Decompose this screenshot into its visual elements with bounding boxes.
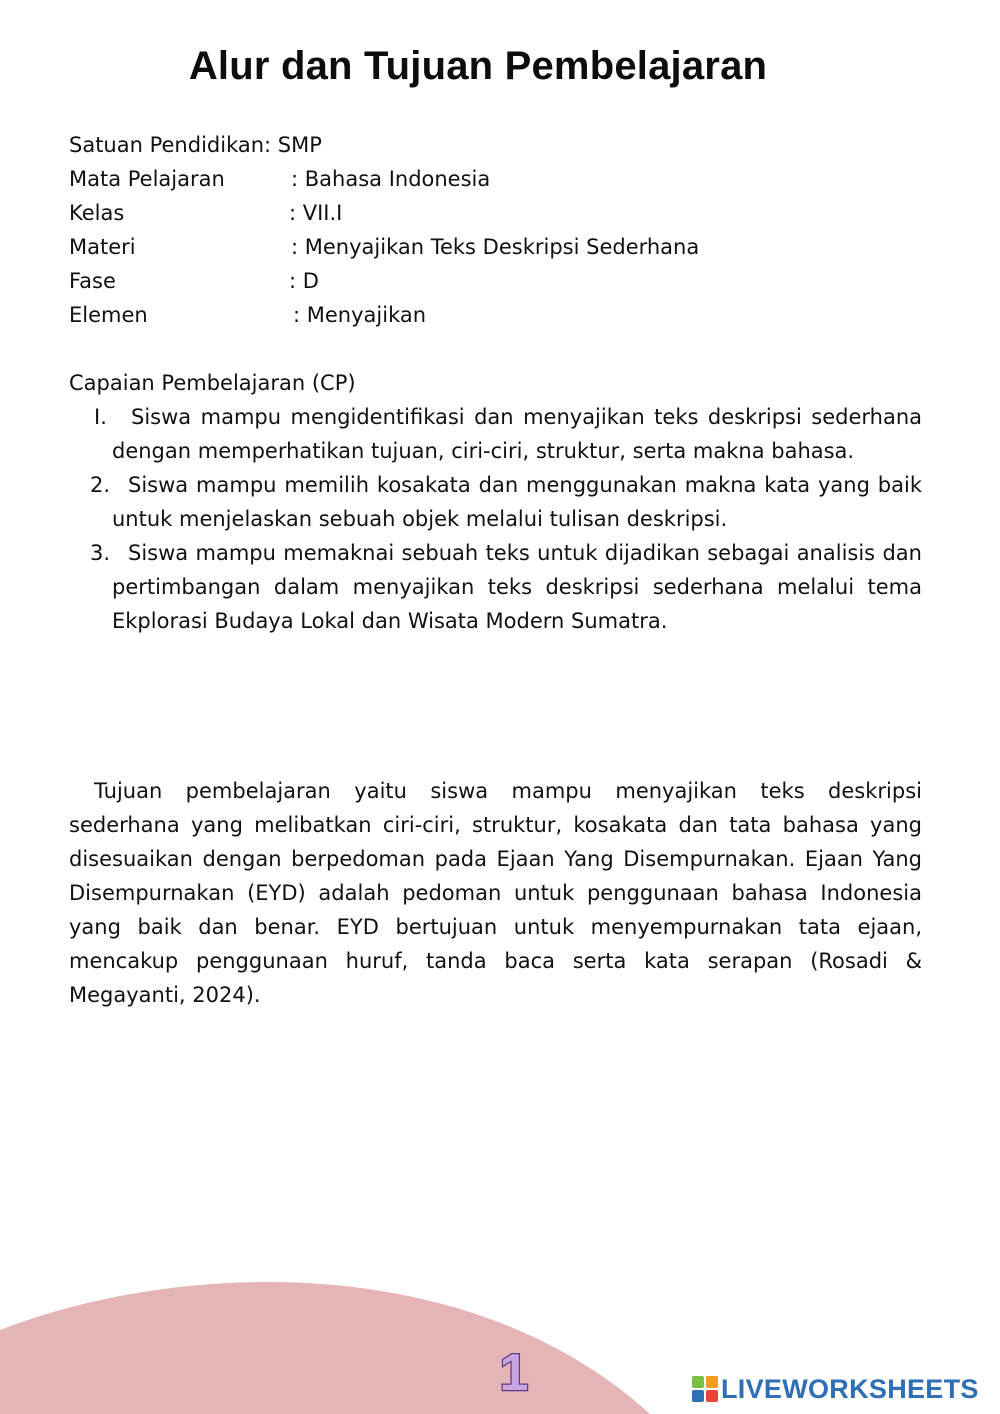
cp-item-text: Siswa mampu mengidentifikasi dan menyajikan teks deskripsi sederhana dengan memperhatikan tujuan, ciri-ciri, struktur, serta makna bahasa. (112, 405, 922, 463)
cp-list (0, 400, 1000, 638)
meta-row-elemen (69, 298, 427, 332)
meta-row-mapel (69, 162, 491, 196)
cp-item (0, 400, 1000, 468)
svg-text:1: 1 (499, 1344, 529, 1400)
liveworksheets-logo (692, 1372, 979, 1406)
meta-row-satuan (69, 128, 322, 162)
cp-item-number: 3. (90, 541, 111, 565)
meta-label: Kelas (69, 201, 125, 225)
meta-value: : Menyajikan Teks Deskripsi Sederhana (291, 235, 700, 259)
meta-value: : Bahasa Indonesia (291, 167, 491, 191)
meta-label: Materi (69, 235, 136, 259)
tujuan-paragraph: Tujuan pembelajaran yaitu siswa mampu menyajikan teks deskripsi sederhana yang melibatkan ciri-ciri, struktur, kosakata dan tata bahasa yang disesuaikan dengan berpedoman pada Ejaan Yang Disempurnakan. Ejaan Yang Disempurnakan (EYD) adalah pedoman untuk penggunaan bahasa Indonesia yang baik dan benar. EYD bertujuan untuk menyempurnakan tata ejaan, mencakup penggunaan huruf, tanda baca serta kata serapan (Rosadi & Megayanti, 2024). (69, 779, 922, 1007)
cp-item-text: Siswa mampu memilih kosakata dan menggunakan makna kata yang baik untuk menjelaskan sebuah objek melalui tulisan deskripsi. (112, 473, 922, 531)
meta-row-materi (69, 230, 700, 264)
meta-label: Mata Pelajaran (69, 167, 225, 191)
meta-label: Satuan Pendidikan: SMP (69, 133, 322, 157)
meta-value: : VII.I (289, 201, 343, 225)
meta-row-kelas (69, 196, 343, 230)
cp-item (0, 536, 1000, 638)
page-number (490, 1340, 538, 1400)
meta-row-fase (69, 264, 322, 298)
brand-name: LIVEWORKSHEETS (721, 1373, 979, 1404)
meta-value: : D (289, 269, 319, 293)
page-title: Alur dan Tujuan Pembelajaran (188, 44, 768, 88)
liveworksheets-logo-icon (692, 1376, 718, 1402)
cp-item-text: Siswa mampu memaknai sebuah teks untuk dijadikan sebagai analisis dan pertimbangan dalam menyajikan teks deskripsi sederhana melalui tema Ekplorasi Budaya Lokal dan Wisata Modern Sumatra. (112, 541, 922, 633)
meta-label: Elemen (69, 303, 148, 327)
cp-item-number: I. (94, 405, 107, 429)
cp-heading: Capaian Pembelajaran (CP) (69, 371, 356, 395)
cp-item-number: 2. (90, 473, 111, 497)
meta-label: Fase (69, 269, 116, 293)
cp-item (0, 468, 1000, 536)
meta-value: : Menyajikan (293, 303, 427, 327)
identity-block (69, 128, 700, 332)
